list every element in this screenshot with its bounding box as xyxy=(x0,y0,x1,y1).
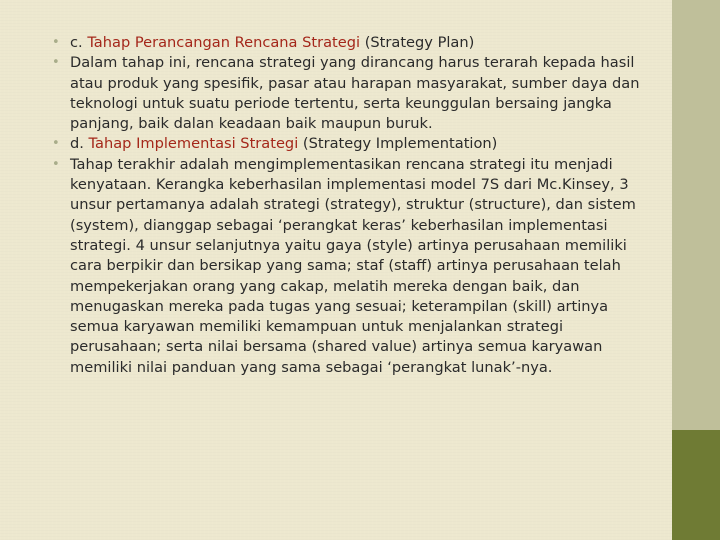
bullet-dot: • xyxy=(52,156,60,172)
bullet-list xyxy=(50,33,640,378)
bullet-dot: • xyxy=(52,55,60,71)
heading-suffix: (Strategy Implementation) xyxy=(298,135,498,153)
paragraph-text: Dalam tahap ini, rencana strategi yang dirancang harus terarah kepada hasil atau produk yang spesifik, pasar atau harapan masyarakat, sumber daya dan teknologi untuk suatu periode tertentu, serta keunggulan bersaing jangka panjang, baik dalan keadaan baik maupun buruk. xyxy=(70,54,640,133)
heading-prefix: c. xyxy=(70,34,88,51)
bullet-item-heading-c xyxy=(50,33,640,53)
bullet-dot: • xyxy=(52,35,60,50)
bullet-item-heading-d xyxy=(50,134,640,154)
paragraph-text: Tahap terakhir adalah mengimplementasikan rencana strategi itu menjadi kenyataan. Kerangka keberhasilan implementasi model 7S dari Mc.Kinsey, 3 unsur pertamanya adalah strategi (strategy), struktur (structure), dan sistem (system), dianggap sebagai ‘perangkat keras’ keberhasilan implementasi strategi. 4 unsur selanjutnya yaitu gaya (style) artinya perusahaan memiliki cara berpikir dan bersikap yang sama; staf (staff) artinya perusahaan telah mempekerjakan orang yang cakap, melatih mereka dengan baik, dan menugaskan mereka pada tugas yang sesuai; keterampilan (skill) artinya semua karyawan memiliki kemampuan untuk menjalankan strategi perusahaan; serta nilai bersama (shared value) artinya semua karyawan memiliki nilai panduan yang sama sebagai ‘perangkat lunak’-nya. xyxy=(70,155,636,376)
bullet-dot: • xyxy=(52,136,60,152)
heading-prefix: d. xyxy=(70,135,89,153)
side-accent-bar-top xyxy=(672,0,720,430)
heading-highlight: Tahap Implementasi Strategi xyxy=(88,135,299,153)
bullet-item-description-c xyxy=(50,53,640,134)
side-accent-bar-bottom xyxy=(672,430,720,540)
heading-suffix: (Strategy Plan) xyxy=(360,34,475,51)
bullet-item-description-d xyxy=(50,155,640,378)
heading-highlight: Tahap Perancangan Rencana Strategi xyxy=(87,34,361,51)
